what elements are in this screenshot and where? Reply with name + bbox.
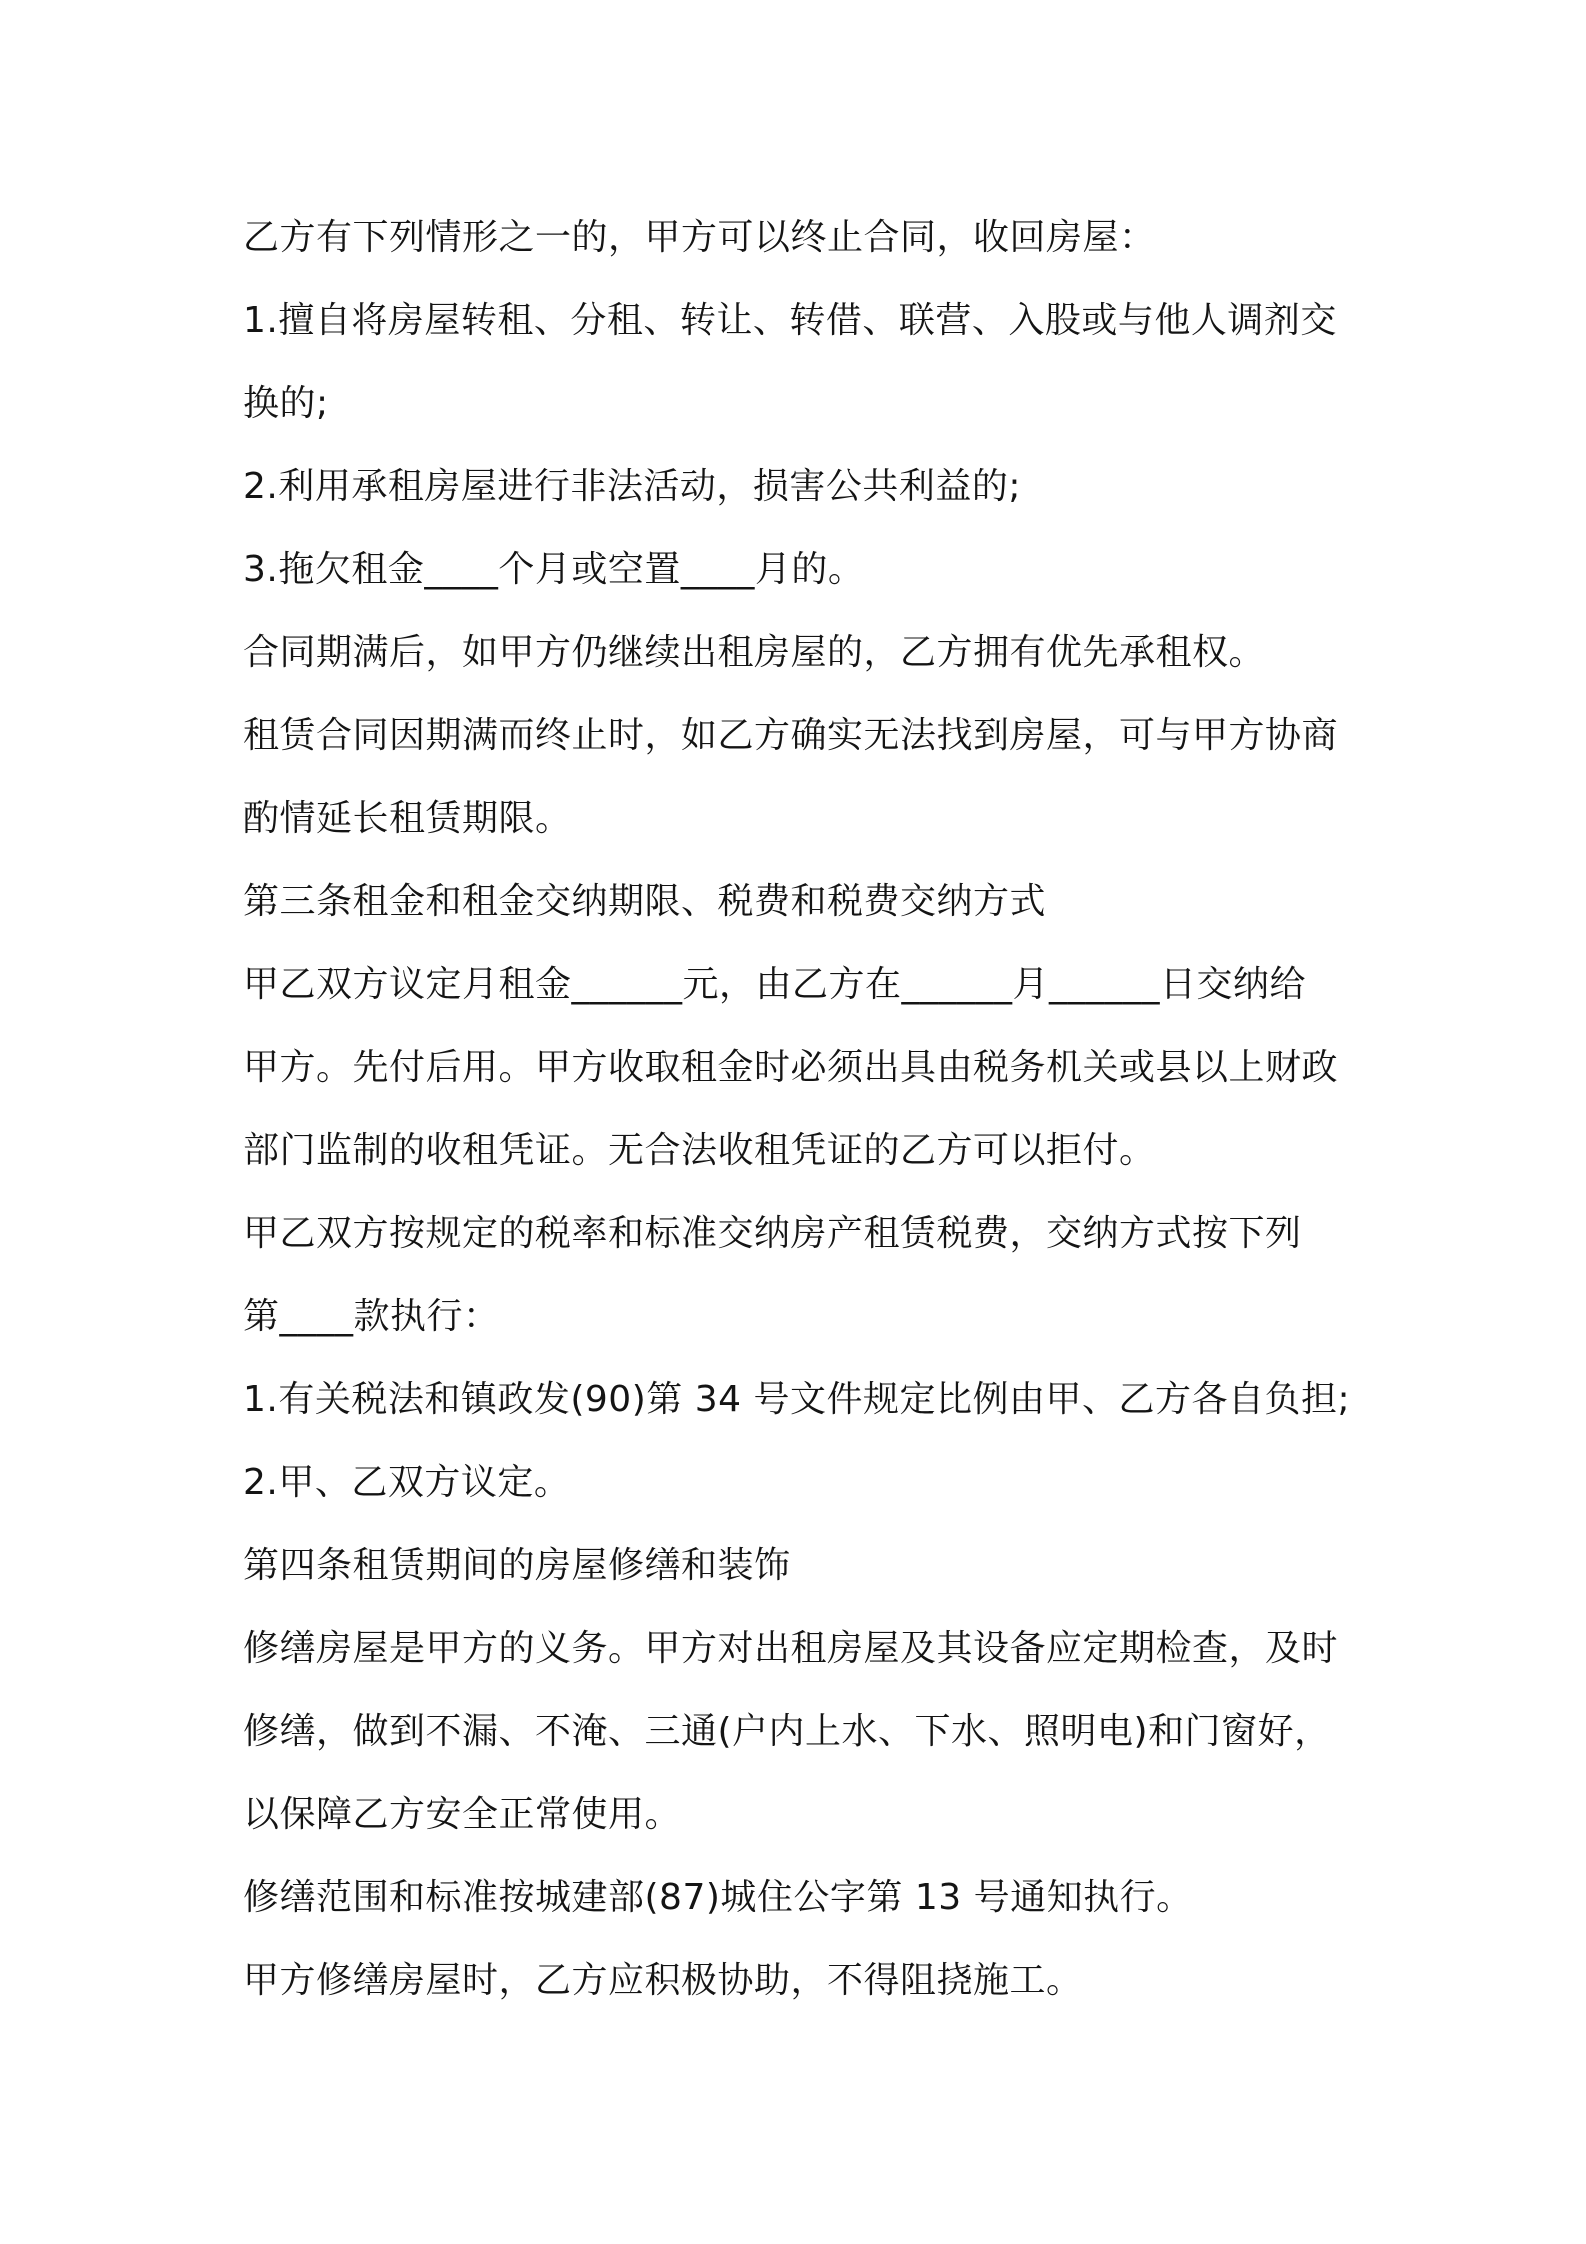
text-line: 1.有关税法和镇政发(90)第 34 号文件规定比例由甲、乙方各自负担; xyxy=(243,1379,1351,1420)
section-heading: 第三条租金和租金交纳期限、税费和税费交纳方式 xyxy=(243,881,1047,922)
text-line: 第____款执行： xyxy=(243,1296,500,1337)
section-heading: 第四条租赁期间的房屋修缮和装饰 xyxy=(243,1545,791,1586)
text-line: 甲乙双方按规定的税率和标准交纳房产租赁税费，交纳方式按下列 xyxy=(243,1213,1302,1254)
text-line: 修缮房屋是甲方的义务。甲方对出租房屋及其设备应定期检查，及时 xyxy=(243,1628,1339,1669)
text-line: 甲方修缮房屋时，乙方应积极协助，不得阻挠施工。 xyxy=(243,1960,1083,2001)
text-line: 甲乙双方议定月租金______元，由乙方在______月______日交纳给 xyxy=(243,964,1307,1005)
text-line: 酌情延长租赁期限。 xyxy=(243,798,572,839)
text-line: 2.利用承租房屋进行非法活动，损害公共利益的; xyxy=(243,466,1021,507)
text-line: 租赁合同因期满而终止时，如乙方确实无法找到房屋，可与甲方协商 xyxy=(243,715,1339,756)
text-line: 以保障乙方安全正常使用。 xyxy=(243,1794,682,1835)
text-line: 2.甲、乙双方议定。 xyxy=(243,1462,571,1503)
text-line: 乙方有下列情形之一的，甲方可以终止合同，收回房屋： xyxy=(243,217,1156,258)
text-line: 换的; xyxy=(243,383,329,424)
text-line: 合同期满后，如甲方仍继续出租房屋的，乙方拥有优先承租权。 xyxy=(243,632,1266,673)
text-line: 部门监制的收租凭证。无合法收租凭证的乙方可以拒付。 xyxy=(243,1130,1156,1171)
document-body xyxy=(243,196,1363,2022)
text-line: 1.擅自将房屋转租、分租、转让、转借、联营、入股或与他人调剂交 xyxy=(243,300,1337,341)
text-line: 甲方。先付后用。甲方收取租金时必须出具由税务机关或县以上财政 xyxy=(243,1047,1339,1088)
text-line: 3.拖欠租金____个月或空置____月的。 xyxy=(243,549,865,590)
text-line: 修缮范围和标准按城建部(87)城住公字第 13 号通知执行。 xyxy=(243,1877,1193,1918)
text-line: 修缮，做到不漏、不淹、三通(户内上水、下水、照明电)和门窗好， xyxy=(243,1711,1331,1752)
